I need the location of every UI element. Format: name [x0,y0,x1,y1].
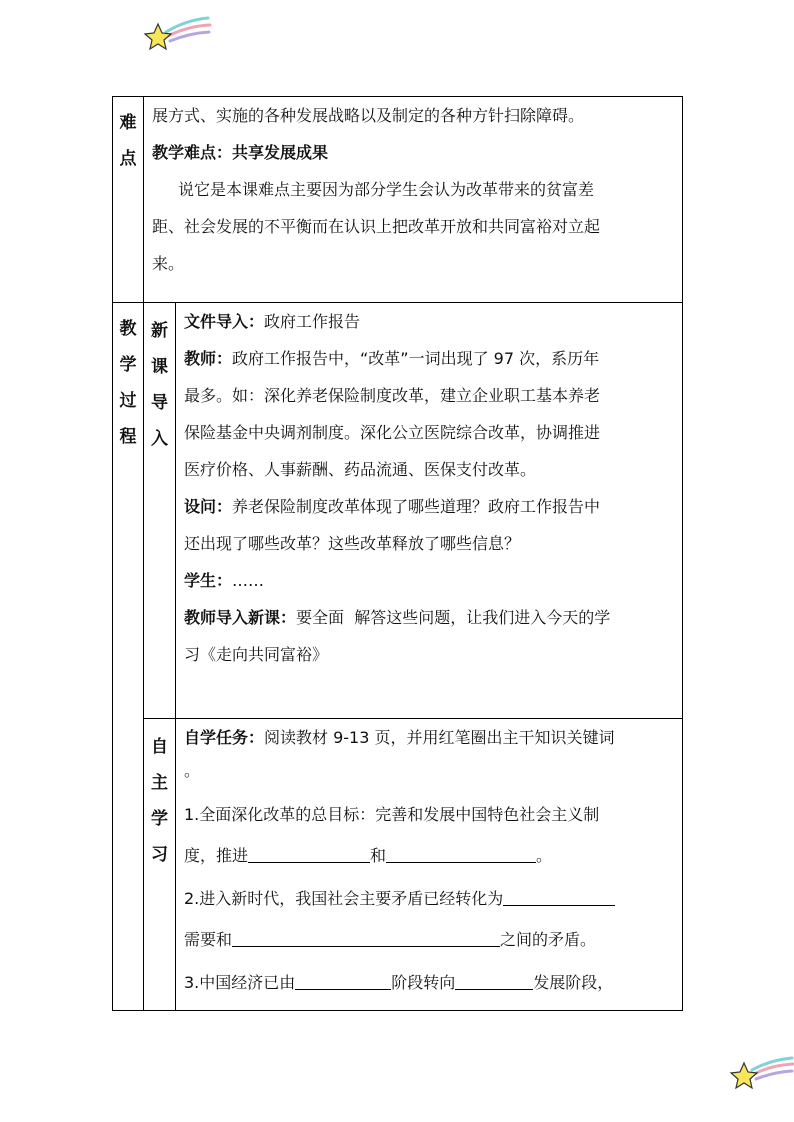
q2-pre: 需要和 [184,930,233,949]
q3-end: 发展阶段， [533,973,614,992]
teacher-text: 政府工作报告中，“改革”一词出现了 97 次，系历年 [232,349,600,368]
label-char: 主 [151,773,168,793]
label-char: 学 [119,355,137,375]
label-char: 习 [151,845,168,865]
label-char: 点 [119,149,137,169]
fill-blank[interactable] [232,928,500,947]
teacher-line [184,340,676,377]
fill-blank[interactable] [503,887,615,906]
lead-label: 教师导入新课： [184,608,297,627]
teacher-line: 保险基金中央调剂制度。深化公立医院综合改革，协调推进 [184,423,601,442]
fill-blank[interactable] [295,971,391,990]
question-1-blanks [184,837,676,874]
fill-blank[interactable] [455,971,533,990]
task-text: 阅读教材 9-13 页，并用红笔圈出主干知识关键词 [264,728,615,747]
label-char: 难 [119,113,137,133]
lead-line [184,599,676,636]
label-char: 导 [151,393,168,413]
difficulty-paragraph: 来。 [152,254,185,273]
teacher-line: 最多。如：深化养老保险制度改革，建立企业职工基本养老 [184,386,601,405]
student-label: 学生： [184,571,233,590]
lead-line: 习《走向共同富裕》 [184,645,329,664]
teacher-line: 医疗价格、人事薪酬、药品流通、医保支付改革。 [184,460,537,479]
teacher-label: 教师： [184,349,233,368]
label-char: 课 [151,357,168,377]
difficulty-label [113,97,144,303]
self-study-row [113,719,683,1011]
q3-mid: 阶段转向 [391,973,456,992]
shooting-star-icon [728,1054,794,1096]
question-2-blanks [184,921,676,958]
question-1: 1.全面深化改革的总目标：完善和发展中国特色社会主义制 [184,805,600,824]
difficulty-row [113,97,683,303]
process-label [113,303,144,1011]
q1-pre: 度，推进 [184,846,249,865]
q1-end: 。 [536,846,553,865]
difficulty-paragraph: 距、社会发展的不平衡而在认识上把改革开放和共同富裕对立起 [152,217,601,236]
question-line: 还出现了哪些改革？这些改革释放了哪些信息？ [184,534,521,553]
question-label: 设问： [184,497,233,516]
question-2 [184,880,676,917]
label-char: 教 [119,319,137,339]
label-char: 程 [119,427,137,447]
self-study-content [176,719,683,1011]
label-char: 新 [151,321,168,341]
intro-content [176,303,683,719]
label-char: 过 [119,391,137,411]
q2-text: 2.进入新时代，我国社会主要矛盾已经转化为 [184,889,504,908]
lesson-plan-table [112,96,683,1011]
fill-blank[interactable] [248,844,370,863]
difficulty-heading [152,134,676,171]
q1-mid: 和 [370,846,387,865]
student-line [184,562,676,599]
doc-import-text: 政府工作报告 [264,312,361,331]
task-line: 。 [184,761,201,780]
self-study-label [144,719,176,1011]
label-char: 入 [151,429,168,449]
doc-import [184,303,676,340]
task-line [184,719,676,756]
doc-import-label: 文件导入： [184,312,265,331]
difficulty-line: 展方式、实施的各种发展战略以及制定的各种方针扫除障碍。 [152,106,585,125]
intro-row [113,303,683,719]
question-3 [184,964,676,1001]
shooting-star-icon [140,14,212,58]
task-label: 自学任务： [184,728,265,747]
q3-pre: 3.中国经济已由 [184,973,296,992]
student-text: …… [232,571,265,590]
heading-text: 教学难点：共享发展成果 [152,143,329,162]
label-char: 自 [151,737,168,757]
difficulty-content [144,97,683,303]
fill-blank[interactable] [386,844,536,863]
question-text: 养老保险制度改革体现了哪些道理？政府工作报告中 [232,497,601,516]
label-char: 学 [151,809,168,829]
q2-end: 之间的矛盾。 [500,930,597,949]
question-line [184,488,676,525]
intro-label [144,303,176,719]
difficulty-paragraph: 说它是本课难点主要因为部分学生会认为改革带来的贫富差 [178,180,595,199]
lead-text: 要全面 解答这些问题，让我们进入今天的学 [296,608,611,627]
